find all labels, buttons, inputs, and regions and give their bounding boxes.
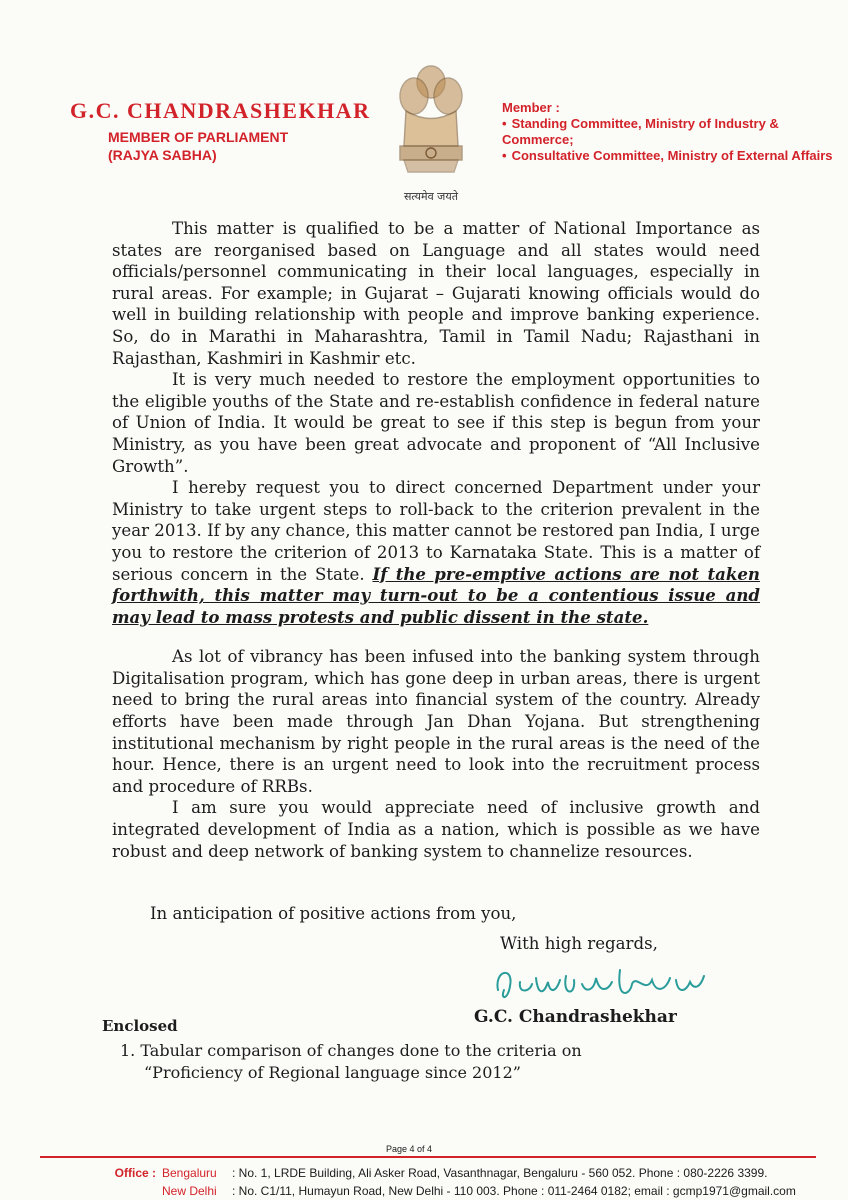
member-label: Member : xyxy=(502,100,560,115)
emphasis-text: If the pre-emptive actions are not taken forthwith, this matter may turn-out to be a contentious issue and may lead to mass protests and public dissent in the state. xyxy=(112,563,760,627)
footer-row xyxy=(92,1182,832,1200)
office-city: Bengaluru xyxy=(162,1166,217,1180)
national-emblem-icon xyxy=(386,56,476,206)
paragraph: This matter is qualified to be a matter of National Importance as states are reorganised based on Language and all states would need officials/personnel communicating in their local languages, especially in rural areas. For example; in Gujarat – Gujarati knowing officials would do well in building relationship with people and improve banking experience. So, do in Marathi in Maharashtra, Tamil in Tamil Nadu; Rajasthani in Rajasthan, Kashmiri in Kashmir etc. xyxy=(112,219,760,368)
signature xyxy=(490,960,710,1012)
regards-line: With high regards, xyxy=(500,934,658,953)
letter-body xyxy=(112,218,760,862)
closing-line: In anticipation of positive actions from you, xyxy=(150,904,517,923)
enclosed-label: Enclosed xyxy=(102,1017,178,1035)
enclosure-item xyxy=(120,1040,582,1084)
committee-membership xyxy=(502,100,848,164)
emblem-motto: सत्यमेव जयते xyxy=(403,190,459,203)
letterhead-role xyxy=(108,128,288,164)
office-city: New Delhi xyxy=(162,1184,217,1198)
paragraph-text: I hereby request you to direct concerned Department under your Ministry to take urgent steps to roll-back to the criterion prevalent in the year 2013. If by any chance, this matter cannot be restored pan India, I urge you to restore the criterion of 2013 to Karnataka State. This is a matter of serious concern in the State. xyxy=(112,478,760,584)
signatory-name: G.C. Chandrashekhar xyxy=(474,1007,677,1027)
paragraph: I am sure you would appreciate need of inclusive growth and integrated development of India as a nation, which is possible as we have robust and deep network of banking system to channelize resources. xyxy=(112,798,760,861)
enclosure-line: “Proficiency of Regional language since 2012” xyxy=(144,1063,521,1082)
office-address: : No. 1, LRDE Building, Ali Asker Road, Vasanthnagar, Bengaluru - 560 052. Phone : 080-2226 3399. xyxy=(232,1166,768,1180)
footer-divider xyxy=(40,1156,816,1158)
paragraph: It is very much needed to restore the employment opportunities to the eligible youths of the State and re-establish confidence in federal nature of Union of India. It would be great to see if this step is begun from your Ministry, as you have been great advocate and proponent of “All Inclusive Growth”. xyxy=(112,370,760,476)
paragraph xyxy=(112,477,760,628)
enclosure-line: 1. Tabular comparison of changes done to the criteria on xyxy=(120,1041,582,1060)
office-label: Office : xyxy=(114,1166,156,1180)
house-line: (RAJYA SABHA) xyxy=(108,147,217,163)
letterhead-name: G.C. CHANDRASHEKHAR xyxy=(70,98,371,123)
committee-item: • Standing Committee, Ministry of Industry & Commerce; xyxy=(502,116,848,148)
page-number: Page 4 of 4 xyxy=(386,1144,433,1154)
office-address: : No. C1/11, Humayun Road, New Delhi - 110 003. Phone : 011-2464 0182; email : gcmp1971@gmail.com xyxy=(232,1184,796,1198)
paragraph: As lot of vibrancy has been infused into the banking system through Digitalisation program, which has gone deep in urban areas, there is urgent need to bring the rural areas into financial system of the country. Already efforts have been made through Jan Dhan Yojana. But strengthening institutional mechanism by right people in the rural areas is the need of the hour. Hence, there is an urgent need to look into the recruitment process and procedure of RRBs. xyxy=(112,647,760,796)
office-footer xyxy=(92,1164,832,1200)
role-line: MEMBER OF PARLIAMENT xyxy=(108,129,289,145)
footer-row xyxy=(92,1164,832,1182)
committee-item: • Consultative Committee, Ministry of External Affairs xyxy=(502,148,848,164)
